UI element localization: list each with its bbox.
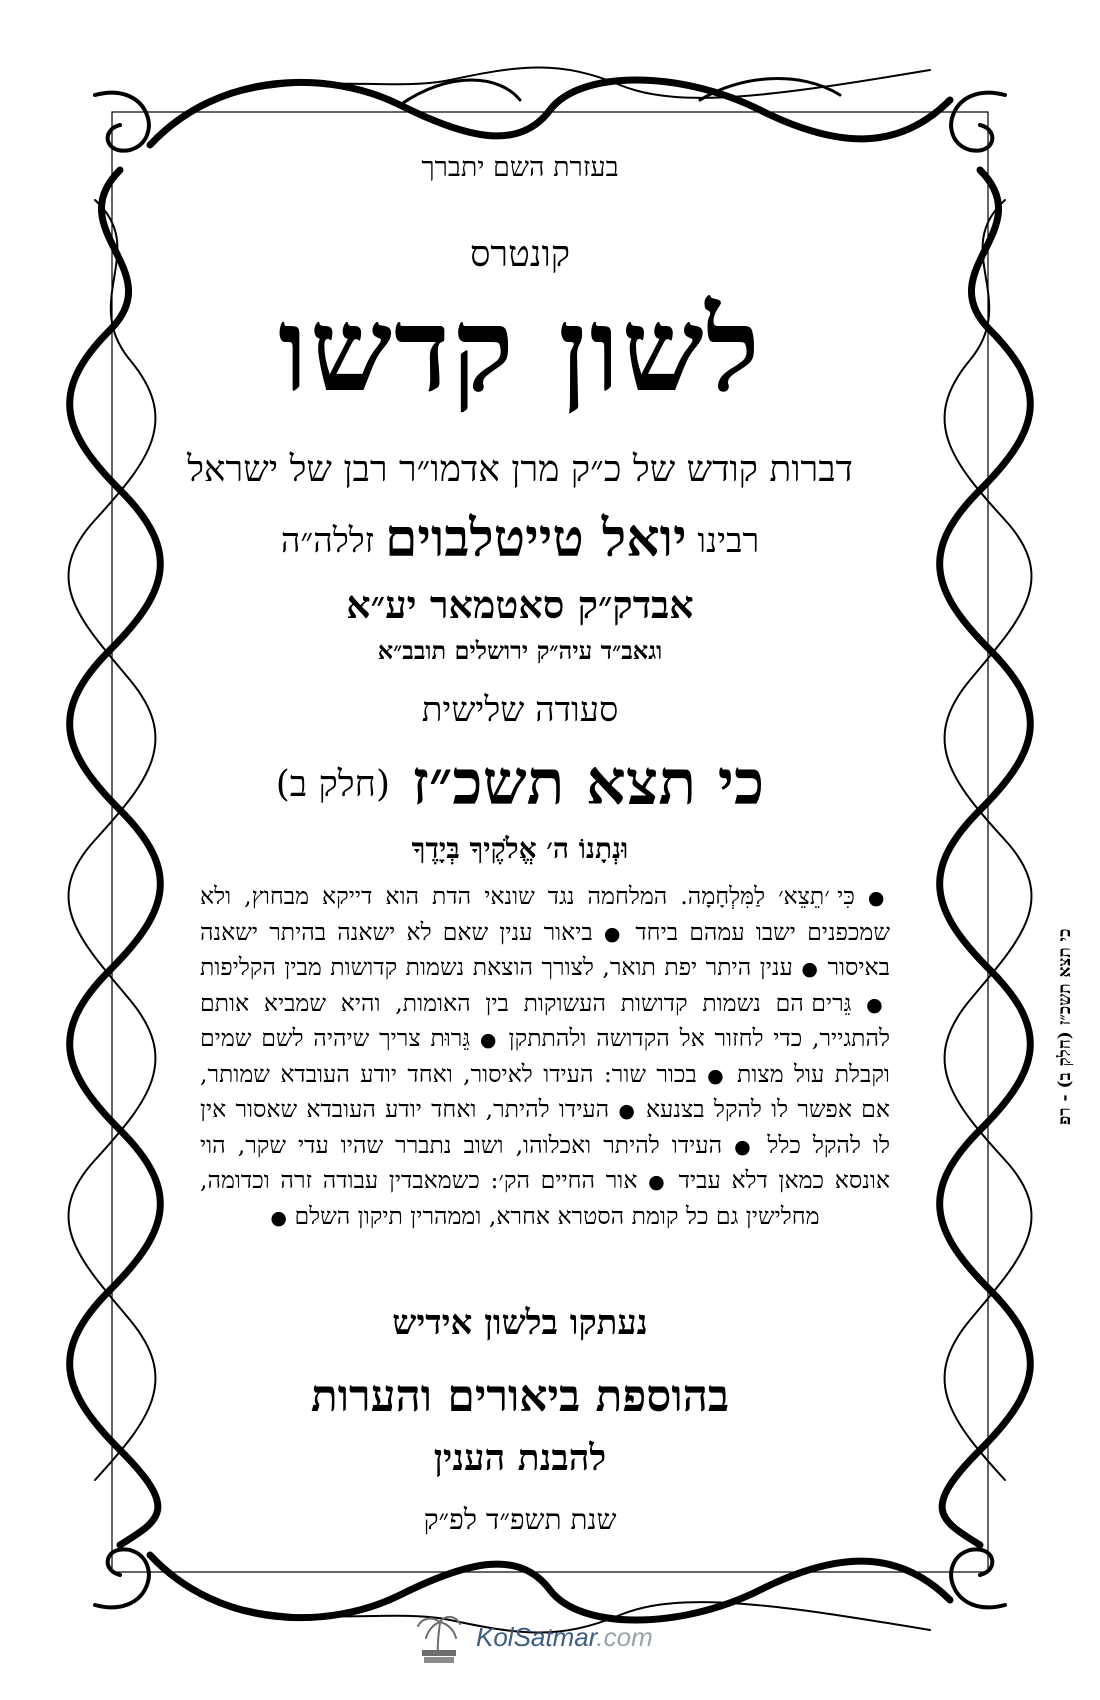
bullet: ● <box>734 1135 756 1158</box>
blessing-header: בעזרת השם יתברך <box>421 152 619 183</box>
site-name <box>476 1622 653 1653</box>
year-label: שנת תשפ״ד לפ״ק <box>423 1503 617 1536</box>
kuntres-label: קונטרס <box>469 234 571 275</box>
summary-item: העידו להיתר ואכלוהו, ושוב נתברר שהיו עדי שקר, הוי אונסא כמאן דלא עביד <box>200 1130 890 1194</box>
summary-item: אור החיים הק׳: כשמאבדין עבודה זרה וכדומה, מחלישין גם כל קומת הסטרא אחרא, וממהרין תיקון השלם <box>200 1166 820 1230</box>
author-line-3: אבדק״ק סאטמאר יע״א <box>346 582 694 627</box>
summary-item: ענין היתר יפת תואר, לצורך הוצאת נשמות קדושות מבין הקליפות <box>200 953 793 981</box>
translation-line-1: נעתקו בלשון אידיש <box>392 1303 648 1343</box>
part-label: (חלק ב) <box>275 764 390 805</box>
meal-label: סעודה שלישית <box>421 690 619 730</box>
bullet: ● <box>707 1064 727 1087</box>
domain-text: .com <box>596 1622 653 1652</box>
side-label: כי תצא תשכ״ז (חלק ב) - רפ <box>1055 928 1075 1125</box>
palm-tree-books-icon <box>410 1610 466 1666</box>
verse-heading: וּנְתָנוֹ ה׳ אֱלֹקֶיךָ בְּיָדֶךָ <box>411 832 629 865</box>
bullet: ● <box>603 922 625 945</box>
bullet: ● <box>801 958 819 980</box>
author-suffix: זללה״ה <box>280 521 375 561</box>
author-line-1: דברות קודש של כ״ק מרן אדמו״ר רבן של ישראל <box>187 449 853 490</box>
rabbeinu-label: רבינו <box>697 521 760 561</box>
summary-paragraph <box>200 880 890 1235</box>
bullet: ● <box>479 1029 499 1051</box>
parsha-title <box>150 746 890 820</box>
brand-text: KolSatmar <box>476 1622 597 1652</box>
bullet: ● <box>867 887 890 909</box>
author-line-4: וגאב״ד עיה״ק ירושלים תובב״א <box>377 636 663 665</box>
bullet: ● <box>648 1171 668 1193</box>
translation-line-2: בהוספת ביאורים והערות <box>310 1371 730 1422</box>
summary-item: גֵּרוּת צריך שיהיה לשם שמים וקבלת עול מצות <box>200 1024 890 1088</box>
bullet: ● <box>618 1100 637 1122</box>
summary-item: בכור שור: העידו לאיסור, ואחד יודע העובדא שמותר, אם אפשר לו להקל בצנעא <box>200 1059 890 1123</box>
main-title: לשון קדשו <box>278 282 762 418</box>
parsha-name: כי תצא תשכ״ז <box>411 746 765 819</box>
bullet: ● <box>270 1206 287 1229</box>
summary-item: העידו להיתר, ואחד יודע העובדא שאסור אין לו להקל כלל <box>200 1095 890 1159</box>
bullet: ● <box>866 993 890 1016</box>
summary-item: גֵּרים הם נשמות קדושות העשוקות בין האומות, והיא שמביא אותם להתגייר, כדי לחזור אל הקדושה ולהתתקן <box>200 988 890 1052</box>
translation-line-3: להבנת הענין <box>433 1437 607 1479</box>
summary-item: כִּי ׳תֵצֵא׳ לַמִּלְחָמָה. המלחמה נגד שונאי הדת הוא דייקא מבחוץ, ולא שמכפנים ישבו עמהם ביחד <box>200 882 890 946</box>
author-line-2 <box>150 508 890 569</box>
author-name: יואל טייטלבוים <box>384 508 687 569</box>
summary-item: ביאור ענין שאם לא ישאנה בהיתר ישאנה באיסור <box>200 917 890 981</box>
